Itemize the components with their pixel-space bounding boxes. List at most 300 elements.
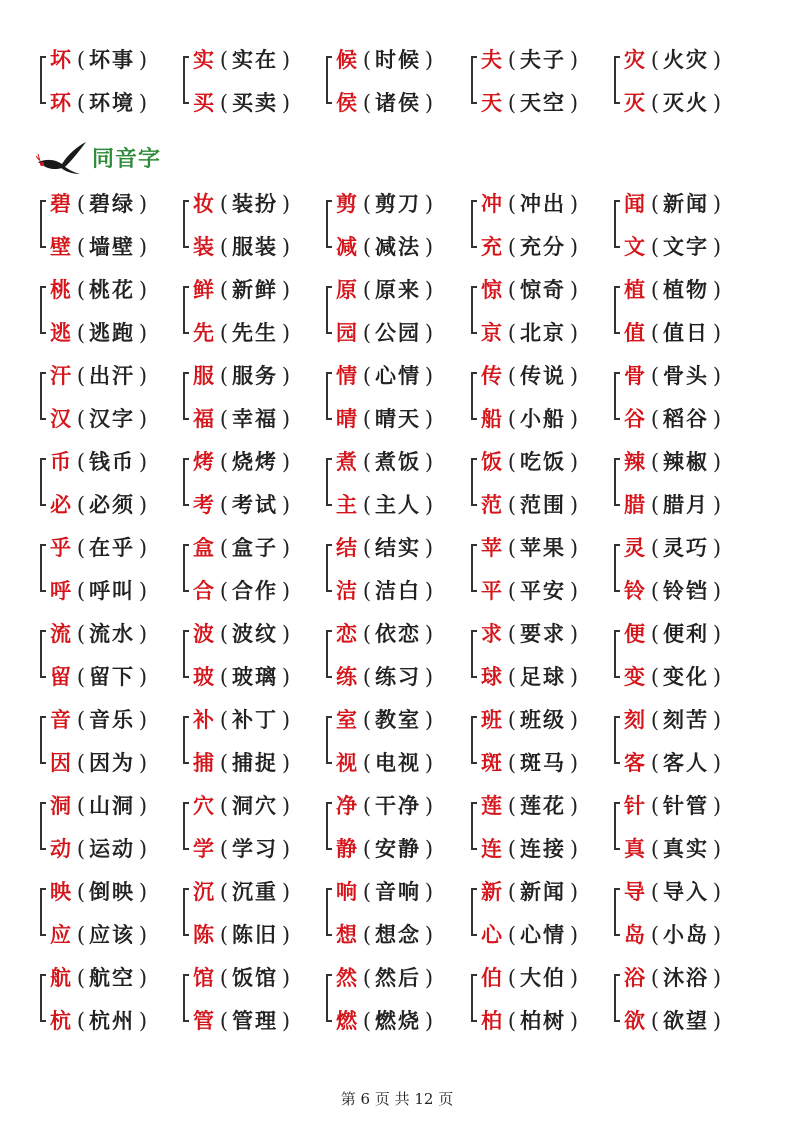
open-paren: ( <box>76 966 86 990</box>
pair-bracket <box>471 372 477 420</box>
homophone-pair <box>614 700 754 786</box>
swallow-icon <box>36 140 88 176</box>
example-word: 变化 <box>663 664 709 689</box>
target-character: 实 <box>193 47 214 72</box>
open-paren: ( <box>650 48 660 72</box>
close-paren: ) <box>281 321 291 345</box>
example-word: 服装 <box>232 234 278 259</box>
open-paren: ( <box>507 794 517 818</box>
example-word: 斑马 <box>520 750 566 775</box>
target-character: 汗 <box>50 363 71 388</box>
pair-bracket <box>614 802 620 850</box>
target-character: 刻 <box>624 707 645 732</box>
homophone-pair <box>614 184 754 270</box>
homophone-entry <box>50 40 150 80</box>
example-word: 小船 <box>520 406 566 431</box>
open-paren: ( <box>362 321 372 345</box>
close-paren: ) <box>424 923 434 947</box>
example-word: 传说 <box>520 363 566 388</box>
close-paren: ) <box>138 91 148 115</box>
close-paren: ) <box>138 235 148 259</box>
open-paren: ( <box>362 579 372 603</box>
close-paren: ) <box>424 579 434 603</box>
open-paren: ( <box>507 321 517 345</box>
homophone-pair <box>40 270 180 356</box>
close-paren: ) <box>281 91 291 115</box>
example-word: 应该 <box>89 922 135 947</box>
open-paren: ( <box>76 1009 86 1033</box>
homophone-entry <box>336 528 436 568</box>
example-word: 想念 <box>375 922 421 947</box>
homophone-entry <box>50 270 150 310</box>
open-paren: ( <box>650 579 660 603</box>
open-paren: ( <box>76 278 86 302</box>
example-word: 烧烤 <box>232 449 278 474</box>
homophone-pair <box>40 958 180 1044</box>
open-paren: ( <box>219 923 229 947</box>
close-paren: ) <box>424 91 434 115</box>
open-paren: ( <box>76 407 86 431</box>
example-word: 苹果 <box>520 535 566 560</box>
target-character: 园 <box>336 320 357 345</box>
target-character: 便 <box>624 621 645 646</box>
homophone-pair <box>471 958 611 1044</box>
homophone-entry <box>624 270 724 310</box>
homophone-pair <box>614 270 754 356</box>
close-paren: ) <box>712 407 722 431</box>
homophone-row <box>40 700 760 786</box>
open-paren: ( <box>507 966 517 990</box>
homophone-entry <box>50 528 150 568</box>
example-word: 航空 <box>89 965 135 990</box>
pair-bracket <box>471 200 477 248</box>
target-character: 植 <box>624 277 645 302</box>
homophone-entry <box>50 227 150 267</box>
pair-bracket <box>471 974 477 1022</box>
example-word: 服务 <box>232 363 278 388</box>
example-word: 惊奇 <box>520 277 566 302</box>
open-paren: ( <box>76 450 86 474</box>
close-paren: ) <box>281 1009 291 1033</box>
example-word: 文字 <box>663 234 709 259</box>
open-paren: ( <box>219 192 229 216</box>
homophone-entry <box>336 872 436 912</box>
homophone-row <box>40 270 760 356</box>
homophone-entry <box>336 958 436 998</box>
target-character: 音 <box>50 707 71 732</box>
target-character: 洞 <box>50 793 71 818</box>
target-character: 煮 <box>336 449 357 474</box>
homophone-entry <box>336 915 436 955</box>
pair-bracket <box>40 372 46 420</box>
target-character: 鲜 <box>193 277 214 302</box>
pair-bracket <box>471 716 477 764</box>
pair-bracket <box>183 888 189 936</box>
example-word: 杭州 <box>89 1008 135 1033</box>
example-word: 植物 <box>663 277 709 302</box>
target-character: 买 <box>193 90 214 115</box>
open-paren: ( <box>507 622 517 646</box>
homophone-entry <box>481 399 581 439</box>
close-paren: ) <box>569 665 579 689</box>
open-paren: ( <box>219 536 229 560</box>
target-character: 响 <box>336 879 357 904</box>
example-word: 减法 <box>375 234 421 259</box>
close-paren: ) <box>712 321 722 345</box>
example-word: 冲出 <box>520 191 566 216</box>
close-paren: ) <box>569 48 579 72</box>
close-paren: ) <box>424 751 434 775</box>
close-paren: ) <box>569 708 579 732</box>
target-character: 客 <box>624 750 645 775</box>
pair-bracket <box>183 544 189 592</box>
open-paren: ( <box>76 923 86 947</box>
open-paren: ( <box>507 536 517 560</box>
homophone-pair <box>326 528 466 614</box>
homophone-entry <box>481 40 581 80</box>
homophone-pair <box>183 700 323 786</box>
homophone-pair <box>326 872 466 958</box>
homophone-entry <box>624 313 724 353</box>
example-word: 流水 <box>89 621 135 646</box>
pair-bracket <box>183 630 189 678</box>
open-paren: ( <box>362 1009 372 1033</box>
example-word: 玻璃 <box>232 664 278 689</box>
open-paren: ( <box>650 622 660 646</box>
pair-bracket <box>40 200 46 248</box>
example-word: 饭馆 <box>232 965 278 990</box>
close-paren: ) <box>712 665 722 689</box>
open-paren: ( <box>76 192 86 216</box>
target-character: 京 <box>481 320 502 345</box>
homophone-entry <box>481 528 581 568</box>
target-character: 先 <box>193 320 214 345</box>
close-paren: ) <box>712 1009 722 1033</box>
homophone-entry <box>193 83 293 123</box>
homophone-entry <box>336 571 436 611</box>
homophone-entry <box>193 40 293 80</box>
open-paren: ( <box>362 880 372 904</box>
open-paren: ( <box>650 450 660 474</box>
homophone-pair <box>40 700 180 786</box>
homophone-entry <box>50 958 150 998</box>
homophone-entry <box>50 485 150 525</box>
homophone-pair <box>471 700 611 786</box>
target-character: 呼 <box>50 578 71 603</box>
target-character: 留 <box>50 664 71 689</box>
homophone-entry <box>336 700 436 740</box>
example-word: 汉字 <box>89 406 135 431</box>
close-paren: ) <box>569 91 579 115</box>
homophone-pair <box>614 614 754 700</box>
target-character: 洁 <box>336 578 357 603</box>
homophone-entry <box>336 657 436 697</box>
open-paren: ( <box>219 278 229 302</box>
open-paren: ( <box>219 1009 229 1033</box>
homophone-pair <box>40 872 180 958</box>
example-word: 欲望 <box>663 1008 709 1033</box>
example-word: 桃花 <box>89 277 135 302</box>
close-paren: ) <box>712 923 722 947</box>
example-word: 沉重 <box>232 879 278 904</box>
example-word: 莲花 <box>520 793 566 818</box>
pair-bracket <box>183 458 189 506</box>
homophone-entry <box>50 83 150 123</box>
open-paren: ( <box>76 837 86 861</box>
pair-bracket <box>183 200 189 248</box>
close-paren: ) <box>569 450 579 474</box>
close-paren: ) <box>569 536 579 560</box>
target-character: 室 <box>336 707 357 732</box>
target-character: 乎 <box>50 535 71 560</box>
example-word: 刻苦 <box>663 707 709 732</box>
homophone-entry <box>624 657 724 697</box>
open-paren: ( <box>362 923 372 947</box>
homophone-entry <box>336 485 436 525</box>
homophone-entry <box>481 958 581 998</box>
close-paren: ) <box>569 192 579 216</box>
close-paren: ) <box>281 794 291 818</box>
close-paren: ) <box>569 837 579 861</box>
open-paren: ( <box>362 91 372 115</box>
target-character: 装 <box>193 234 214 259</box>
example-word: 夫子 <box>520 47 566 72</box>
pair-bracket <box>614 200 620 248</box>
open-paren: ( <box>362 450 372 474</box>
open-paren: ( <box>362 235 372 259</box>
homophone-entry <box>336 442 436 482</box>
target-character: 壁 <box>50 234 71 259</box>
close-paren: ) <box>569 966 579 990</box>
homophone-entry <box>193 743 293 783</box>
close-paren: ) <box>712 751 722 775</box>
homophone-pair <box>471 184 611 270</box>
example-word: 腊月 <box>663 492 709 517</box>
homophone-entry <box>336 356 436 396</box>
open-paren: ( <box>219 837 229 861</box>
homophone-pair <box>326 270 466 356</box>
close-paren: ) <box>281 364 291 388</box>
target-character: 变 <box>624 664 645 689</box>
homophone-entry <box>193 485 293 525</box>
open-paren: ( <box>507 235 517 259</box>
example-word: 出汗 <box>89 363 135 388</box>
homophone-entry <box>481 657 581 697</box>
example-word: 墙壁 <box>89 234 135 259</box>
example-word: 真实 <box>663 836 709 861</box>
open-paren: ( <box>76 665 86 689</box>
target-character: 灾 <box>624 47 645 72</box>
target-character: 币 <box>50 449 71 474</box>
open-paren: ( <box>219 665 229 689</box>
example-word: 北京 <box>520 320 566 345</box>
close-paren: ) <box>138 321 148 345</box>
homophone-entry <box>193 614 293 654</box>
open-paren: ( <box>76 751 86 775</box>
pair-bracket <box>326 372 332 420</box>
homophone-entry <box>481 743 581 783</box>
target-character: 烤 <box>193 449 214 474</box>
open-paren: ( <box>76 48 86 72</box>
example-word: 考试 <box>232 492 278 517</box>
open-paren: ( <box>650 923 660 947</box>
example-word: 买卖 <box>232 90 278 115</box>
example-word: 然后 <box>375 965 421 990</box>
homophone-row <box>40 528 760 614</box>
target-character: 服 <box>193 363 214 388</box>
open-paren: ( <box>362 622 372 646</box>
pair-bracket <box>40 286 46 334</box>
target-character: 穴 <box>193 793 214 818</box>
open-paren: ( <box>650 751 660 775</box>
close-paren: ) <box>569 751 579 775</box>
example-word: 新闻 <box>663 191 709 216</box>
target-character: 柏 <box>481 1008 502 1033</box>
homophone-entry <box>50 657 150 697</box>
homophone-entry <box>624 40 724 80</box>
pair-bracket <box>471 56 477 104</box>
pair-bracket <box>326 544 332 592</box>
homophone-entry <box>50 442 150 482</box>
open-paren: ( <box>650 794 660 818</box>
homophone-pair <box>183 872 323 958</box>
close-paren: ) <box>138 192 148 216</box>
target-character: 杭 <box>50 1008 71 1033</box>
example-word: 先生 <box>232 320 278 345</box>
homophone-entry <box>193 958 293 998</box>
example-word: 教室 <box>375 707 421 732</box>
example-word: 音响 <box>375 879 421 904</box>
open-paren: ( <box>219 235 229 259</box>
target-character: 苹 <box>481 535 502 560</box>
target-character: 想 <box>336 922 357 947</box>
close-paren: ) <box>281 837 291 861</box>
homophone-entry <box>481 1001 581 1041</box>
homophone-entry <box>624 1001 724 1041</box>
homophone-pair <box>183 270 323 356</box>
homophone-entry <box>50 571 150 611</box>
open-paren: ( <box>507 407 517 431</box>
example-word: 合作 <box>232 578 278 603</box>
homophone-entry <box>481 571 581 611</box>
example-word: 柏树 <box>520 1008 566 1033</box>
example-word: 火灾 <box>663 47 709 72</box>
pair-bracket <box>614 888 620 936</box>
open-paren: ( <box>507 493 517 517</box>
homophone-entry <box>193 270 293 310</box>
target-character: 惊 <box>481 277 502 302</box>
example-word: 陈旧 <box>232 922 278 947</box>
homophone-row <box>40 356 760 442</box>
pair-bracket <box>40 716 46 764</box>
homophone-entry <box>193 571 293 611</box>
example-word: 灭火 <box>663 90 709 115</box>
homophone-pair <box>326 958 466 1044</box>
open-paren: ( <box>507 91 517 115</box>
homophone-entry <box>50 184 150 224</box>
pair-bracket <box>614 716 620 764</box>
close-paren: ) <box>424 1009 434 1033</box>
close-paren: ) <box>424 235 434 259</box>
target-character: 波 <box>193 621 214 646</box>
close-paren: ) <box>424 48 434 72</box>
homophone-pair <box>40 528 180 614</box>
homophone-entry <box>50 743 150 783</box>
homophone-entry <box>624 83 724 123</box>
homophone-pair <box>471 40 611 126</box>
target-character: 连 <box>481 836 502 861</box>
close-paren: ) <box>569 579 579 603</box>
homophone-entry <box>481 485 581 525</box>
close-paren: ) <box>712 536 722 560</box>
homophone-entry <box>50 614 150 654</box>
homophone-pair <box>183 442 323 528</box>
homophone-pair <box>40 442 180 528</box>
homophone-entry <box>624 700 724 740</box>
homophone-entry <box>336 270 436 310</box>
target-character: 灵 <box>624 535 645 560</box>
close-paren: ) <box>138 364 148 388</box>
homophone-pair <box>326 786 466 872</box>
open-paren: ( <box>219 579 229 603</box>
homophone-pair <box>40 356 180 442</box>
example-word: 山洞 <box>89 793 135 818</box>
homophone-entry <box>193 184 293 224</box>
target-character: 莲 <box>481 793 502 818</box>
close-paren: ) <box>281 665 291 689</box>
homophone-row <box>40 958 760 1044</box>
open-paren: ( <box>219 880 229 904</box>
pair-bracket <box>183 716 189 764</box>
close-paren: ) <box>138 794 148 818</box>
homophone-entry <box>193 786 293 826</box>
open-paren: ( <box>76 708 86 732</box>
pair-bracket <box>471 544 477 592</box>
target-character: 捕 <box>193 750 214 775</box>
target-character: 坏 <box>50 47 71 72</box>
open-paren: ( <box>362 364 372 388</box>
target-character: 恋 <box>336 621 357 646</box>
close-paren: ) <box>281 622 291 646</box>
homophone-pair <box>614 786 754 872</box>
homophone-entry <box>50 313 150 353</box>
example-word: 洞穴 <box>232 793 278 818</box>
homophone-entry <box>624 184 724 224</box>
close-paren: ) <box>138 751 148 775</box>
target-character: 剪 <box>336 191 357 216</box>
homophone-entry <box>624 528 724 568</box>
homophone-entry <box>336 40 436 80</box>
target-character: 铃 <box>624 578 645 603</box>
example-word: 在乎 <box>89 535 135 560</box>
close-paren: ) <box>138 622 148 646</box>
open-paren: ( <box>362 837 372 861</box>
close-paren: ) <box>281 278 291 302</box>
open-paren: ( <box>362 794 372 818</box>
example-word: 小岛 <box>663 922 709 947</box>
example-word: 音乐 <box>89 707 135 732</box>
open-paren: ( <box>219 91 229 115</box>
open-paren: ( <box>76 321 86 345</box>
close-paren: ) <box>712 708 722 732</box>
open-paren: ( <box>650 536 660 560</box>
pair-bracket <box>326 458 332 506</box>
close-paren: ) <box>712 450 722 474</box>
example-word: 坏事 <box>89 47 135 72</box>
homophone-pair <box>471 270 611 356</box>
open-paren: ( <box>362 708 372 732</box>
example-word: 运动 <box>89 836 135 861</box>
